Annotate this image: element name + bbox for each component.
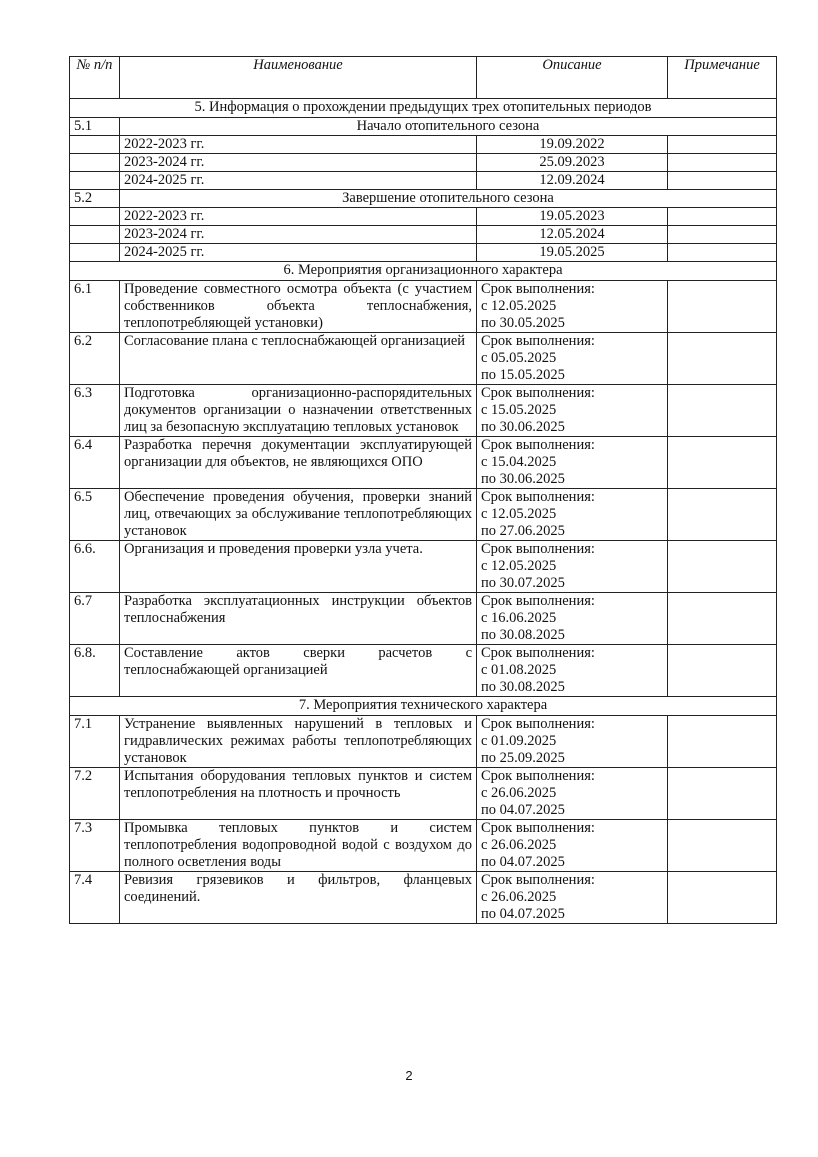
- row-number: 6.5: [70, 489, 120, 541]
- section-title: 5. Информация о прохождении предыдущих трех отопительных периодов: [70, 99, 777, 118]
- measure-row: [70, 281, 777, 333]
- measure-name: Составление актов сверки расчетов с теплоснабжающей организацией: [120, 645, 477, 697]
- note-cell: [668, 489, 777, 541]
- term-end: по 15.05.2025: [481, 367, 565, 383]
- measure-name: Согласование плана с теплоснабжающей организацией: [120, 333, 477, 385]
- season-date: 12.09.2024: [477, 172, 668, 190]
- note-cell: [668, 768, 777, 820]
- measure-row: [70, 645, 777, 697]
- row-number: 5.2: [70, 190, 120, 208]
- measure-name: Ревизия грязевиков и фильтров, фланцевых соединений.: [120, 872, 477, 924]
- term-end: по 04.07.2025: [481, 906, 565, 922]
- header-name: Наименование: [120, 57, 477, 99]
- row-number: 6.8.: [70, 645, 120, 697]
- section-heading-row: [70, 697, 777, 716]
- measure-row: [70, 593, 777, 645]
- measure-row: [70, 716, 777, 768]
- season-date: 19.05.2023: [477, 208, 668, 226]
- subsection-row: [70, 190, 777, 208]
- note-cell: [668, 820, 777, 872]
- term-start: с 12.05.2025: [481, 506, 557, 522]
- season-row: [70, 244, 777, 262]
- term-end: по 30.06.2025: [481, 471, 565, 487]
- note-cell: [668, 172, 777, 190]
- row-number: 7.1: [70, 716, 120, 768]
- term-label: Срок выполнения:: [481, 437, 595, 453]
- header-description: Описание: [477, 57, 668, 99]
- season-label: 2024-2025 гг.: [120, 172, 477, 190]
- subsection-row: [70, 118, 777, 136]
- season-row: [70, 154, 777, 172]
- measure-term: [477, 768, 668, 820]
- header-note: Примечание: [668, 57, 777, 99]
- subsection-title: Начало отопительного сезона: [120, 118, 777, 136]
- note-cell: [668, 385, 777, 437]
- header-num: № п/п: [70, 57, 120, 99]
- measure-name: Устранение выявленных нарушений в тепловых и гидравлических режимах работы теплопотребляющих установок: [120, 716, 477, 768]
- measure-term: [477, 593, 668, 645]
- measure-row: [70, 489, 777, 541]
- row-number-empty: [70, 172, 120, 190]
- section-heading-row: [70, 262, 777, 281]
- season-label: 2022-2023 гг.: [120, 136, 477, 154]
- row-number: 6.1: [70, 281, 120, 333]
- row-number: 7.2: [70, 768, 120, 820]
- row-number: 6.2: [70, 333, 120, 385]
- row-number-empty: [70, 226, 120, 244]
- measures-table: [69, 56, 777, 924]
- term-start: с 15.05.2025: [481, 402, 557, 418]
- term-start: с 01.08.2025: [481, 662, 557, 678]
- measure-row: [70, 333, 777, 385]
- term-label: Срок выполнения:: [481, 820, 595, 836]
- season-label: 2023-2024 гг.: [120, 226, 477, 244]
- measure-name: Организация и проведения проверки узла учета.: [120, 541, 477, 593]
- measure-term: [477, 645, 668, 697]
- measure-row: [70, 820, 777, 872]
- measure-term: [477, 820, 668, 872]
- term-label: Срок выполнения:: [481, 281, 595, 297]
- term-end: по 04.07.2025: [481, 854, 565, 870]
- term-end: по 30.08.2025: [481, 679, 565, 695]
- term-start: с 12.05.2025: [481, 298, 557, 314]
- table-header-row: [70, 57, 777, 99]
- measure-name: Разработка перечня документации эксплуатирующей организации для объектов, не являющихся ОПО: [120, 437, 477, 489]
- term-end: по 30.08.2025: [481, 627, 565, 643]
- measure-name: Проведение совместного осмотра объекта (с участием собственников объекта теплоснабжения, теплопотребляющей установки): [120, 281, 477, 333]
- measure-name: Подготовка организационно-распорядительных документов организации о назначении ответственных лиц за безопасную эксплуатацию тепловых установок: [120, 385, 477, 437]
- measure-term: [477, 489, 668, 541]
- term-label: Срок выполнения:: [481, 541, 595, 557]
- term-label: Срок выполнения:: [481, 593, 595, 609]
- term-end: по 30.05.2025: [481, 315, 565, 331]
- note-cell: [668, 226, 777, 244]
- season-label: 2022-2023 гг.: [120, 208, 477, 226]
- note-cell: [668, 208, 777, 226]
- term-end: по 27.06.2025: [481, 523, 565, 539]
- row-number: 7.4: [70, 872, 120, 924]
- note-cell: [668, 154, 777, 172]
- note-cell: [668, 541, 777, 593]
- term-start: с 15.04.2025: [481, 454, 557, 470]
- note-cell: [668, 281, 777, 333]
- row-number-empty: [70, 154, 120, 172]
- measure-row: [70, 872, 777, 924]
- measure-term: [477, 437, 668, 489]
- season-date: 12.05.2024: [477, 226, 668, 244]
- season-date: 19.05.2025: [477, 244, 668, 262]
- row-number: 6.6.: [70, 541, 120, 593]
- measure-name: Испытания оборудования тепловых пунктов и систем теплопотребления на плотность и прочность: [120, 768, 477, 820]
- table-body: [70, 99, 777, 924]
- term-start: с 26.06.2025: [481, 785, 557, 801]
- measure-row: [70, 541, 777, 593]
- row-number: 7.3: [70, 820, 120, 872]
- page-number: 2: [405, 1068, 413, 1083]
- row-number-empty: [70, 244, 120, 262]
- term-start: с 01.09.2025: [481, 733, 557, 749]
- term-end: по 04.07.2025: [481, 802, 565, 818]
- season-label: 2024-2025 гг.: [120, 244, 477, 262]
- measure-row: [70, 437, 777, 489]
- term-label: Срок выполнения:: [481, 333, 595, 349]
- row-number-empty: [70, 208, 120, 226]
- measure-name: Обеспечение проведения обучения, проверки знаний лиц, отвечающих за обслуживание теплопотребляющих установок: [120, 489, 477, 541]
- term-start: с 26.06.2025: [481, 889, 557, 905]
- note-cell: [668, 872, 777, 924]
- row-number-empty: [70, 136, 120, 154]
- term-start: с 05.05.2025: [481, 350, 557, 366]
- measure-term: [477, 281, 668, 333]
- note-cell: [668, 645, 777, 697]
- note-cell: [668, 593, 777, 645]
- section-title: 7. Мероприятия технического характера: [70, 697, 777, 716]
- row-number: 6.3: [70, 385, 120, 437]
- term-start: с 16.06.2025: [481, 610, 557, 626]
- term-start: с 12.05.2025: [481, 558, 557, 574]
- measure-name: Промывка тепловых пунктов и систем теплопотребления водопроводной водой с воздухом до полного осветления воды: [120, 820, 477, 872]
- measure-term: [477, 333, 668, 385]
- note-cell: [668, 244, 777, 262]
- term-end: по 30.07.2025: [481, 575, 565, 591]
- section-title: 6. Мероприятия организационного характера: [70, 262, 777, 281]
- subsection-title: Завершение отопительного сезона: [120, 190, 777, 208]
- season-row: [70, 136, 777, 154]
- measure-term: [477, 716, 668, 768]
- season-row: [70, 208, 777, 226]
- term-label: Срок выполнения:: [481, 716, 595, 732]
- note-cell: [668, 716, 777, 768]
- section-heading-row: [70, 99, 777, 118]
- season-date: 25.09.2023: [477, 154, 668, 172]
- term-label: Срок выполнения:: [481, 768, 595, 784]
- measure-row: [70, 768, 777, 820]
- note-cell: [668, 333, 777, 385]
- term-start: с 26.06.2025: [481, 837, 557, 853]
- term-end: по 30.06.2025: [481, 419, 565, 435]
- measure-term: [477, 541, 668, 593]
- row-number: 6.7: [70, 593, 120, 645]
- season-date: 19.09.2022: [477, 136, 668, 154]
- measure-row: [70, 385, 777, 437]
- note-cell: [668, 136, 777, 154]
- measure-name: Разработка эксплуатационных инструкции объектов теплоснабжения: [120, 593, 477, 645]
- season-row: [70, 172, 777, 190]
- term-label: Срок выполнения:: [481, 489, 595, 505]
- term-label: Срок выполнения:: [481, 385, 595, 401]
- season-label: 2023-2024 гг.: [120, 154, 477, 172]
- row-number: 5.1: [70, 118, 120, 136]
- row-number: 6.4: [70, 437, 120, 489]
- season-row: [70, 226, 777, 244]
- term-label: Срок выполнения:: [481, 872, 595, 888]
- measure-term: [477, 872, 668, 924]
- note-cell: [668, 437, 777, 489]
- term-end: по 25.09.2025: [481, 750, 565, 766]
- term-label: Срок выполнения:: [481, 645, 595, 661]
- measure-term: [477, 385, 668, 437]
